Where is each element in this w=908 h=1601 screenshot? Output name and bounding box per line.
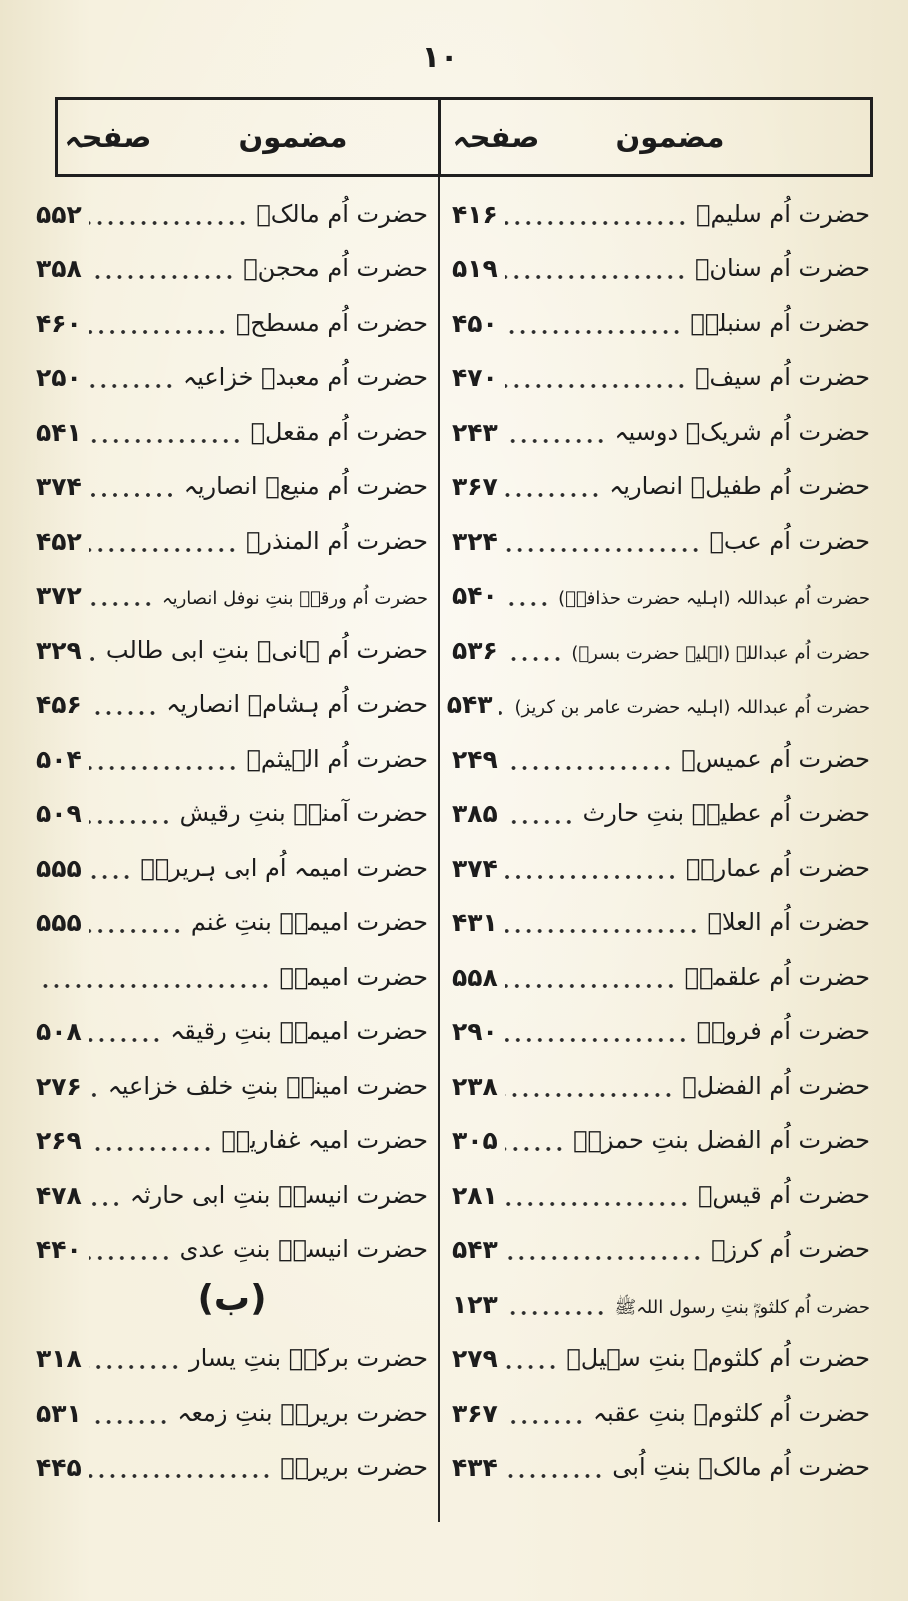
toc-entry [34,619,432,674]
dotted-leader [89,1254,173,1261]
dotted-leader [505,1472,605,1479]
header-page-label-right-column: صفحہ [452,120,540,154]
entry-page-number: ۴۵۰ [452,308,498,338]
entry-title: حضرت اُم عبداللہ (اہلیہ حضرت عامر بن کریز) [514,697,870,719]
toc-entry [34,892,432,947]
entry-title: حضرت برکہؓ بنتِ یسار [188,1344,428,1373]
toc-entry [34,456,432,511]
entry-page-number: ۴۵۲ [36,526,82,556]
entry-page-number: ۱۲۳ [452,1289,498,1319]
dotted-leader [89,382,176,389]
dotted-leader [89,546,239,553]
entry-title: حضرت اُم عبداللہ (اہلیہ حضرت حذافہؓ) [558,588,870,610]
entry-page-number: ۳۰۵ [452,1126,498,1155]
entry-page-number: ۳۷۴ [36,472,82,501]
entry-title: حضرت امینہؓ بنتِ خلف خزاعیہ [107,1071,428,1100]
entry-title: حضرت اُم کلثومؓ بنتِ سہیلؓ [566,1344,870,1373]
entry-title: حضرت اُم عبداللہ (اہلیہ حضرت بسرؓ) [571,642,870,664]
entry-page-number: ۵۴۳ [452,1235,498,1264]
toc-entry [34,1219,432,1274]
entry-title: حضرت اُم محجنؓ [243,254,428,283]
entry-title: حضرت اُم عمیسؓ [681,744,870,773]
entry-title: حضرت اُم المنذرؓ [246,526,428,555]
entry-title: حضرت بریرہؓ بنتِ زمعہ [177,1398,428,1427]
toc-entry [450,1110,874,1165]
toc-entry [34,1110,432,1165]
entry-page-number: ۵۴۳ [446,690,493,719]
dotted-leader [89,1200,123,1207]
entry-title: حضرت امیمہؓ [279,962,428,991]
entry-page-number: ۳۷۴ [452,853,498,883]
toc-entry [34,1382,432,1437]
entry-page-number: ۳۸۵ [452,799,498,828]
toc-entry [34,783,432,838]
entry-title: حضرت اُم سیفؓ [695,363,870,392]
dotted-leader [505,382,688,389]
entry-page-number: ۳۱۸ [36,1344,82,1373]
entry-page-number: ۴۱۶ [452,199,498,229]
dotted-leader [505,655,565,662]
entry-title: حضرت اُم مسطحؓ [235,308,428,337]
toc-entry [34,565,432,620]
entry-page-number: ۵۳۶ [452,635,498,665]
entry-title: حضرت اُم عمارہؓ [685,853,870,882]
entry-page-number: ۵۴۰ [452,581,498,610]
dotted-leader [505,1145,566,1152]
entry-title: حضرت اُم کلثومؓ بنتِ رسول اللہﷺ [614,1296,870,1318]
entry-title: حضرت اُم فروہؓ [696,1017,870,1046]
entry-title: حضرت اُم عطیہؓ بنتِ حارث [582,799,870,828]
dotted-leader [89,273,236,280]
entry-title: حضرت اُم معبدؓ خزاعیہ [183,363,428,392]
entry-page-number: ۳۶۷ [452,472,498,501]
dotted-leader [505,764,675,771]
dotted-leader [505,982,678,989]
toc-entry [450,1001,874,1056]
entry-page-number: ۵۰۸ [36,1017,82,1046]
entry-title: حضرت اُم قیسؓ [698,1180,870,1209]
entry-page-number: ۴۶۰ [36,308,82,338]
page-number: ۱۰ [421,40,459,75]
entry-page-number: ۴۷۰ [452,363,498,392]
toc-entry [34,1328,432,1383]
table-header [55,97,873,177]
dotted-leader [43,982,272,989]
entry-page-number: ۲۹۰ [452,1017,498,1046]
dotted-leader [505,219,689,226]
entry-page-number: ۴۳۱ [452,908,498,937]
dotted-leader [89,764,240,771]
dotted-leader [505,1036,690,1043]
entry-page-number: ۵۰۹ [36,799,82,828]
header-content-label-left-column: مضمون [238,120,348,154]
toc-entry [450,565,874,620]
entry-page-number: ۵۵۵ [36,853,82,883]
toc-entry [34,292,432,347]
entry-page-number: ۵۵۸ [452,962,498,992]
dotted-leader [89,1363,182,1370]
entry-page-number: ۵۵۵ [36,908,82,937]
toc-entry [450,783,874,838]
dotted-leader [89,600,155,607]
entry-page-number: ۴۴۵ [36,1453,82,1482]
entry-page-number: ۲۳۸ [452,1071,498,1101]
entry-page-number: ۲۷۹ [452,1344,498,1373]
header-page-label-left-column: صفحہ [64,120,152,154]
toc-entry [450,946,874,1001]
entry-title: حضرت انیسہؓ بنتِ عدی [179,1235,428,1264]
dotted-leader [505,818,576,825]
dotted-leader [505,437,608,444]
entry-title: حضرت اُم مقعلؓ [250,417,428,446]
toc-column-right [446,183,874,1491]
entry-title: حضرت اُم علقمہؓ [684,962,870,991]
toc-entry [450,837,874,892]
entry-page-number: ۳۲۹ [36,635,82,665]
toc-entry [450,1055,874,1110]
toc-entry [450,238,874,293]
entry-title: حضرت انیسہؓ بنتِ ابی حارثہ [129,1180,428,1209]
entry-title: حضرت اُم ہانیؓ بنتِ ابی طالب [105,635,428,664]
entry-title: حضرت اُم ہشامؓ انصاریہ [166,690,428,719]
toc-entry [450,1328,874,1383]
entry-title: حضرت اُم العلاؓ [707,908,870,937]
entry-title: حضرت بریرہؓ [280,1453,428,1482]
entry-page-number: ۳۶۷ [452,1398,498,1428]
entry-title: حضرت اُم الفضلؓ [682,1071,870,1100]
toc-entry [34,347,432,402]
dotted-leader [89,1472,273,1479]
toc-entry [450,728,874,783]
toc-entry [34,238,432,293]
entry-page-number: ۲۴۹ [452,744,498,774]
entry-page-number: ۴۷۸ [36,1180,82,1210]
toc-entry [450,183,874,238]
entry-title: حضرت اُم شریکؓ دوسیہ [614,417,870,446]
toc-entry [34,1164,432,1219]
dotted-leader [89,927,184,934]
entry-title: حضرت اُم منیعؓ انصاریہ [183,472,428,501]
dotted-leader [89,1145,215,1152]
entry-page-number: ۲۴۳ [452,417,498,447]
entry-page-number: ۲۵۰ [36,363,82,392]
entry-page-number: ۴۴۰ [36,1235,82,1264]
dotted-leader [505,873,679,880]
header-content-label-right-column: مضمون [615,120,725,154]
toc-entry [34,510,432,565]
toc-entry [450,347,874,402]
toc-column-left [34,183,432,1491]
column-divider-rule [438,177,440,1522]
toc-entry [34,728,432,783]
entry-page-number: ۵۳۱ [36,1398,82,1428]
entry-page-number: ۵۴۱ [36,417,82,447]
entry-page-number: ۲۶۹ [36,1126,82,1155]
toc-entry [450,1164,874,1219]
toc-entry [450,1437,874,1492]
toc-entry [450,1382,874,1437]
entry-page-number: ۳۲۴ [452,526,498,556]
dotted-leader [505,491,602,498]
toc-entry [450,619,874,674]
entry-title: حضرت اُم سلیمؓ [696,199,870,228]
toc-entry [34,1055,432,1110]
entry-title: حضرت اُم کرزؓ [711,1235,870,1264]
toc-entry [34,401,432,456]
dotted-leader [89,1036,163,1043]
dotted-leader [505,1200,691,1207]
dotted-leader [89,491,177,498]
dotted-leader [505,1254,704,1261]
entry-title: حضرت اُم سنبلہؓ [690,308,870,337]
entry-title: حضرت اُم مالکؓ بنتِ اُبی [612,1453,870,1482]
dotted-leader [505,600,551,607]
toc-entry [450,456,874,511]
toc-entry [450,510,874,565]
dotted-leader [89,328,229,335]
dotted-leader [505,546,703,553]
dotted-leader [505,1363,560,1370]
entry-title: حضرت اُم طفیلؓ انصاریہ [609,472,870,501]
toc-entry [34,1437,432,1492]
dotted-leader [89,818,173,825]
dotted-leader [89,1418,171,1425]
header-column-divider [438,97,441,177]
entry-page-number: ۲۷۶ [36,1071,82,1101]
entry-title: حضرت اُم ورقہؓ بنتِ نوفل انصاریہ [162,588,428,610]
entry-page-number: ۲۸۱ [452,1180,498,1210]
entry-page-number: ۳۵۸ [36,254,82,283]
dotted-leader [505,927,701,934]
toc-entry [34,946,432,1001]
entry-page-number: ۵۵۲ [36,199,82,229]
toc-entry [34,674,432,729]
entry-title: حضرت آمنہؓ بنتِ رقیش [179,799,428,828]
dotted-leader [89,219,250,226]
section-label: (ب) [197,1277,267,1319]
toc-entry [34,1001,432,1056]
dotted-leader [89,1091,101,1098]
toc-entry [446,674,874,729]
dotted-leader [89,437,244,444]
entry-title: حضرت امیہ غفاریہؓ [221,1126,428,1155]
entry-title: حضرت امیمہؓ بنتِ رقیقہ [170,1017,428,1046]
entry-page-number: ۴۵۶ [36,690,82,719]
entry-page-number: ۴۳۴ [452,1453,498,1482]
dotted-leader [505,1309,608,1316]
entry-title: حضرت امیمہؓ بنتِ غنم [190,908,428,937]
entry-title: حضرت امیمہ اُم ابی ہریرہؓ [140,853,428,882]
entry-title: حضرت اُم مالکؓ [256,199,428,228]
dotted-leader [505,328,684,335]
entry-page-number: ۳۷۲ [36,581,82,610]
toc-entry [34,183,432,238]
dotted-leader [505,273,688,280]
dotted-leader [89,873,134,880]
entry-title: حضرت اُم الہیثمؓ [246,744,428,773]
toc-entry [450,401,874,456]
toc-entry [34,837,432,892]
dotted-leader [505,1418,586,1425]
toc-entry [450,292,874,347]
toc-entry [450,1273,874,1328]
dotted-leader [89,655,99,662]
section-heading [34,1273,432,1328]
entry-title: حضرت اُم کلثومؓ بنتِ عقبہ [592,1398,870,1427]
dotted-leader [89,709,159,716]
toc-entry [450,1219,874,1274]
entry-title: حضرت اُم الفضل بنتِ حمزہؓ [573,1126,870,1155]
entry-page-number: ۵۱۹ [452,254,498,283]
dotted-leader [505,1091,675,1098]
entry-title: حضرت اُم سنانؓ [695,254,870,283]
entry-page-number: ۵۰۴ [36,744,82,774]
dotted-leader [499,709,507,716]
entry-title: حضرت اُم عبؓ [709,526,870,555]
toc-entry [450,892,874,947]
